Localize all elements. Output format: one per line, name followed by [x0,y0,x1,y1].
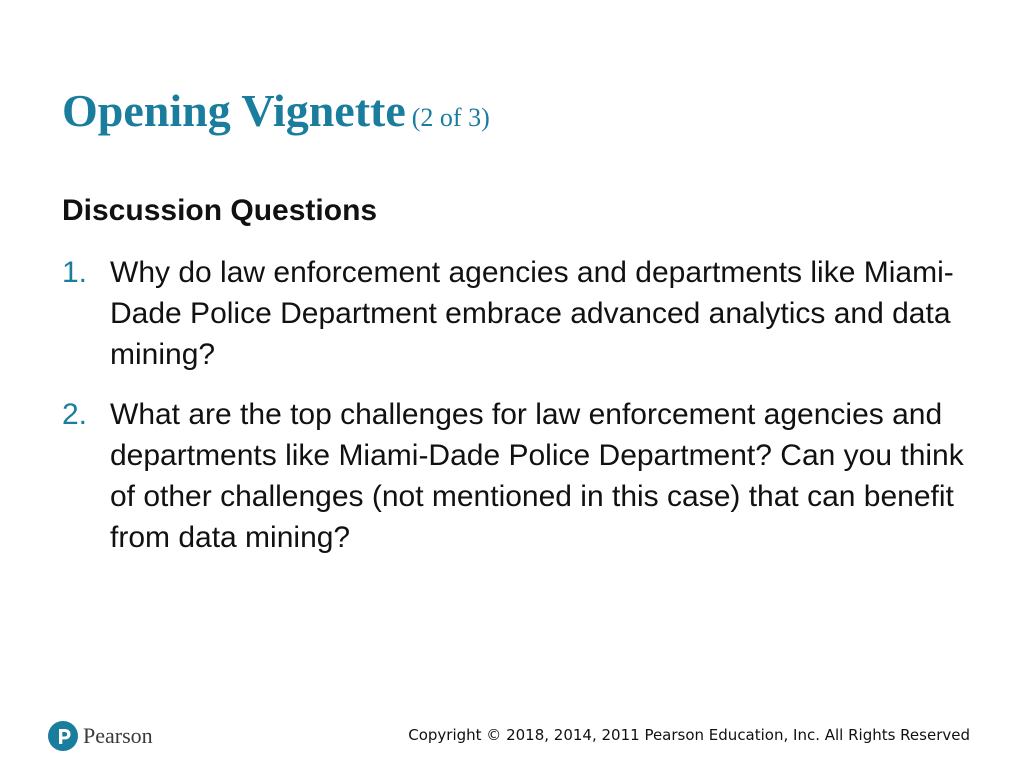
pearson-logo [48,718,153,754]
question-item [62,252,982,375]
question-number: 1. [62,256,88,289]
title-main: Opening Vignette [62,85,406,136]
questions-list [62,252,982,577]
question-text: Why do law enforcement agencies and departments like Miami-Dade Police Department embrace advanced analytics and data mining? [110,256,954,371]
pearson-p-logo-icon [48,721,78,751]
pearson-wordmark: Pearson [83,723,153,748]
question-item [62,394,982,558]
slide-title [62,84,490,137]
title-page-indicator: (2 of 3) [411,103,490,132]
subheading-discussion-questions: Discussion Questions [62,194,378,227]
copyright-notice: Copyright © 2018, 2014, 2011 Pearson Education, Inc. All Rights Reserved [408,726,970,744]
question-number: 2. [62,398,88,431]
question-text: What are the top challenges for law enforcement agencies and departments like Miami-Dade Police Department? Can you think of other challenges (not mentioned in this case) that can benefit from data mining? [110,398,964,554]
